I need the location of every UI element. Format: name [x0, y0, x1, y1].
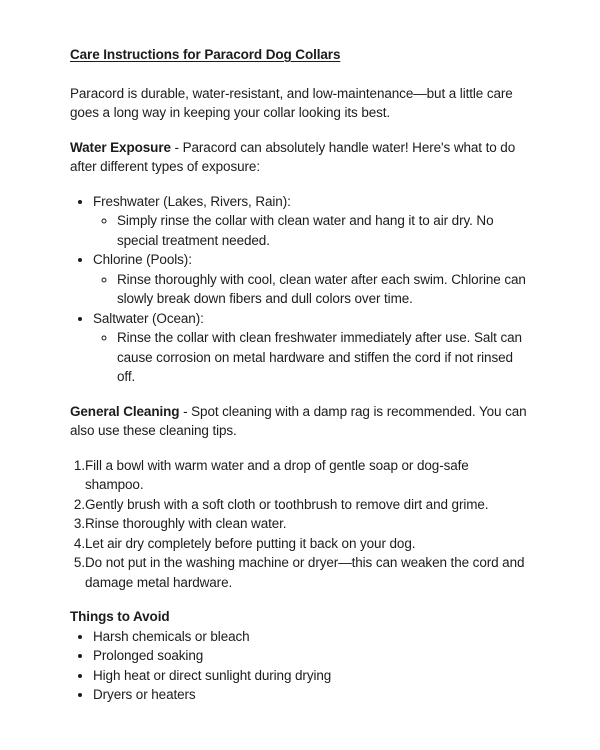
list-item-freshwater — [93, 192, 530, 251]
general-cleaning-lead: - Spot cleaning with a damp rag is recommended. You can also use these cleaning tips. — [70, 403, 527, 438]
cleaning-step: 2. Gently brush with a soft cloth or toothbrush to remove dirt and grime. — [85, 495, 530, 515]
water-exposure-paragraph — [70, 138, 530, 177]
list-item-label: Freshwater (Lakes, Rivers, Rain): — [93, 193, 291, 209]
water-exposure-heading: Water Exposure — [70, 139, 171, 155]
things-to-avoid-heading: Things to Avoid — [70, 609, 170, 624]
cleaning-step: 5. Do not put in the washing machine or dryer—this can weaken the cord and damage metal hardware. — [85, 553, 530, 592]
avoid-item: • Harsh chemicals or bleach — [93, 627, 530, 647]
cleaning-step: 4. Let air dry completely before putting it back on your dog. — [85, 534, 530, 554]
list-item-label: Chlorine (Pools): — [93, 252, 192, 267]
cleaning-step: 1. Fill a bowl with warm water and a drop of gentle soap or dog-safe shampoo. — [85, 456, 530, 495]
freshwater-sublist — [93, 211, 530, 250]
saltwater-sublist — [93, 328, 530, 387]
document-title: Care Instructions for Paracord Dog Collars — [70, 47, 341, 62]
list-item-label: Saltwater (Ocean): — [93, 310, 204, 326]
intro-paragraph: Paracord is durable, water-resistant, and low-maintenance—but a little care goes a long way in keeping your collar looking its best. — [70, 85, 513, 120]
water-exposure-list — [70, 192, 530, 387]
avoid-item: • Prolonged soaking — [93, 646, 530, 666]
list-subitem: ◦ Simply rinse the collar with clean water and hang it to air dry. No special treatment needed. — [117, 211, 530, 250]
general-cleaning-heading: General Cleaning — [70, 403, 180, 419]
avoid-item: • Dryers or heaters — [93, 685, 530, 705]
water-exposure-lead: - Paracord can absolutely handle water! Here's what to do after different types of exposure: — [70, 139, 516, 174]
cleaning-step: 3. Rinse thoroughly with clean water. — [85, 514, 530, 534]
list-item-chlorine — [93, 250, 530, 309]
cleaning-steps-list — [70, 456, 530, 593]
list-item-saltwater — [93, 309, 530, 387]
list-subitem: ◦ Rinse thoroughly with cool, clean water after each swim. Chlorine can slowly break down fibers and dull colors over time. — [117, 270, 530, 309]
avoid-item: • High heat or direct sunlight during drying — [93, 666, 530, 686]
chlorine-sublist — [93, 270, 530, 309]
things-to-avoid-list — [70, 627, 530, 705]
list-subitem: ◦ Rinse the collar with clean freshwater immediately after use. Salt can cause corrosion on metal hardware and stiffen the cord if not rinsed off. — [117, 328, 530, 387]
general-cleaning-paragraph — [70, 402, 530, 441]
